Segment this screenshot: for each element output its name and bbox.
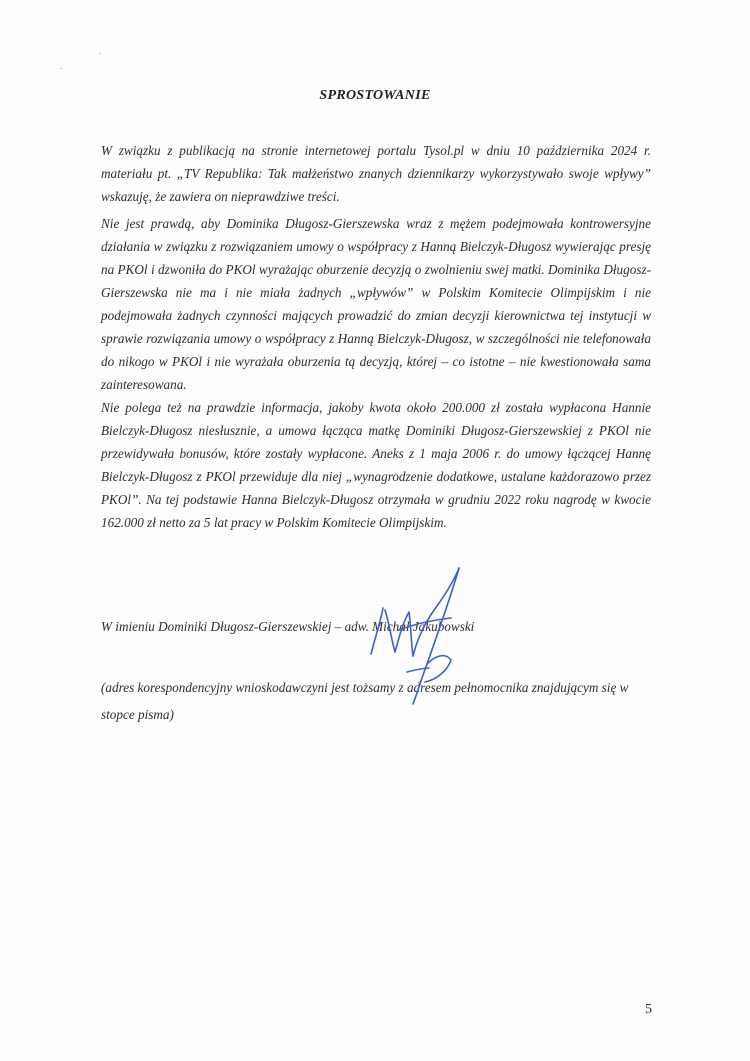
scan-speck <box>60 68 62 69</box>
scan-speck <box>99 53 101 54</box>
paragraph-publication: W związku z publikacją na stronie internetowej portalu Tysol.pl w dniu 10 października 2024 r. materiału pt. „TV Republika: Tak małżeństwo znanych dziennikarzy wykorzystywało swoje wpływy” wskazuję, że zawiera on nieprawdziwe treści. <box>101 143 651 204</box>
address-note: (adres korespondencyjny wnioskodawczyni jest tożsamy z adresem pełnomocnika znajdującym się w stopce pisma) <box>101 680 629 722</box>
signature-line: W imieniu Dominiki Długosz-Gierszewskiej – adw. Michał Jakubowski <box>101 619 475 634</box>
page-number: 5 <box>645 1002 652 1017</box>
document-title: SPROSTOWANIE <box>319 88 431 103</box>
paragraph-payment-correction: Nie polega też na prawdzie informacja, jakoby kwota około 200.000 zł została wypłacona Hannie Bielczyk-Długosz niesłusznie, a umowa łącząca matkę Dominiki Długosz-Gierszewskiej z PKOl nie przewidywała bonusów, które zostały wypłacone. Aneks z 1 maja 2006 r. do umowy łączącej Hannę Bielczyk-Długosz z PKOl przewiduje dla niej „wynagrodzenie dodatkowe, ustalane każdorazowo przez PKOl”. Na tej podstawie Hanna Bielczyk-Długosz otrzymała w grudniu 2022 roku nagrodę w kwocie 162.000 zł netto za 5 lat pracy w Polskim Komitecie Olimpijskim. <box>101 400 651 530</box>
document-body <box>101 139 651 534</box>
paragraph-influence-denial: Nie jest prawdą, aby Dominika Długosz-Gierszewska wraz z mężem podejmowała kontrowersyjne działania w związku z rozwiązaniem umowy o współpracy z Hanną Bielczyk-Długosz wywierając presję na PKOl i dzwoniła do PKOl wyrażając oburzenie decyzją o zwolnieniu swej matki. Dominika Długosz-Gierszewska nie ma i nie miała żadnych „wpływów” w Polskim Komitecie Olimpijskim i nie podejmowała żadnych czynności mających prowadzić do zmian decyzji kierownictwa tej instytucji w sprawie rozwiązania umowy o współpracy z Hanną Bielczyk-Długosz, w szczególności nie telefonowała do nikogo w PKOl i nie wyrażała oburzenia tą decyzją, której – co istotne – nie kwestionowała sama zainteresowana. <box>101 216 651 392</box>
